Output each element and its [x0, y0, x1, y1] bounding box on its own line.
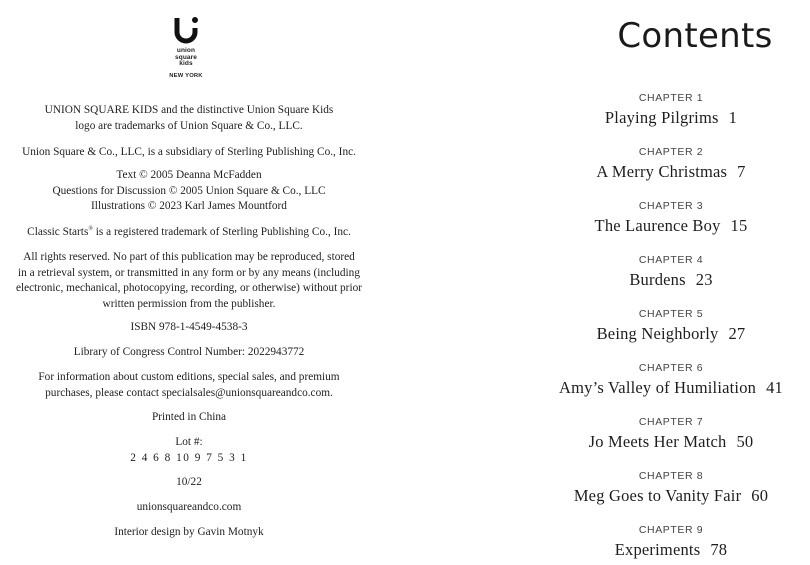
subsidiary-notice: Union Square & Co., LLC, is a subsidiary of Sterling Publishing Co., Inc.	[22, 146, 356, 158]
chapter-title: The Laurence Boy	[594, 216, 721, 235]
chapter-page: 27	[728, 324, 746, 343]
chapter-entry	[540, 270, 802, 290]
chapter-label: CHAPTER 1	[638, 92, 704, 104]
illustrations-credit: Illustrations © 2023 Karl James Mountford	[91, 200, 287, 213]
date-code: 10/22	[176, 476, 202, 488]
trademark-notice: UNION SQUARE KIDS and the distinctive Union Square Kids logo are trademarks of Union Square & Co., LLC.	[44, 104, 334, 132]
chapter-title: Experiments	[614, 540, 701, 559]
logo-line-2: square	[175, 53, 197, 61]
chapter-label: CHAPTER 8	[638, 470, 704, 482]
classic-starts-notice: Classic Starts® is a registered trademark of Sterling Publishing Co., Inc.	[27, 226, 351, 238]
questions-credit: Questions for Discussion © 2005 Union Square & Co., LLC	[52, 184, 326, 197]
chapter-entry	[540, 108, 802, 128]
credits	[0, 168, 378, 215]
chapter-entry	[540, 378, 802, 398]
rights-notice: All rights reserved. No part of this publication may be reproduced, stored in a retrieval system, or transmitted in any form or by any means (including electronic, mechanical, photocopying, recording, or otherwise) without prior written permission from the publisher.	[15, 251, 362, 310]
chapter-entry	[540, 540, 802, 560]
chapter-page: 15	[730, 216, 748, 235]
chapter-entry	[540, 216, 802, 236]
text-credit: Text © 2005 Deanna McFadden	[116, 169, 262, 181]
chapter-title: Meg Goes to Vanity Fair	[573, 486, 742, 505]
chapter-title: A Merry Christmas	[596, 162, 728, 181]
chapter-entry	[540, 432, 802, 452]
chapter-entry	[540, 486, 802, 506]
logo-city: NEW YORK	[169, 72, 203, 79]
chapter-page: 1	[728, 108, 738, 127]
publisher-logo	[166, 14, 206, 79]
lccn: Library of Congress Control Number: 2022943772	[73, 346, 305, 358]
chapter-page: 50	[736, 432, 754, 451]
chapter-label: CHAPTER 4	[638, 254, 704, 266]
chapter-title: Amy’s Valley of Humiliation	[558, 378, 757, 397]
chapter-page: 7	[737, 162, 746, 181]
contents-page	[540, 0, 810, 565]
logo-line-1: union	[176, 47, 196, 54]
chapter-label: CHAPTER 9	[638, 524, 704, 536]
lot-number: Lot #: 2 4 6 8 10 9 7 5 3 1	[130, 436, 248, 464]
chapter-label: CHAPTER 6	[638, 362, 704, 374]
interior-design-credit: Interior design by Gavin Motnyk	[114, 526, 264, 538]
custom-editions-info: For information about custom editions, special sales, and premium purchases, please contact specialsales@unionsquareandco.com.	[38, 371, 340, 399]
chapter-page: 41	[766, 378, 784, 397]
copyright-page	[0, 0, 378, 565]
chapter-label: CHAPTER 5	[638, 308, 704, 320]
contents-heading: Contents	[617, 16, 773, 56]
chapter-title: Playing Pilgrims	[604, 108, 719, 127]
website: unionsquareandco.com	[136, 501, 242, 513]
chapter-page: 60	[751, 486, 769, 505]
isbn: ISBN 978-1-4549-4538-3	[130, 321, 248, 333]
chapter-title: Burdens	[629, 270, 686, 289]
chapter-page: 23	[695, 270, 713, 289]
chapter-label: CHAPTER 3	[638, 200, 704, 212]
chapter-page: 78	[710, 540, 728, 559]
chapter-entry	[540, 162, 802, 182]
printed-in: Printed in China	[151, 411, 227, 423]
logo-line-3: kids	[179, 60, 193, 67]
chapter-entry	[540, 324, 802, 344]
chapter-title: Being Neighborly	[596, 324, 719, 343]
union-square-kids-logo-icon	[171, 14, 201, 48]
chapter-label: CHAPTER 7	[638, 416, 704, 428]
chapter-label: CHAPTER 2	[638, 146, 704, 158]
chapter-title: Jo Meets Her Match	[588, 432, 727, 451]
